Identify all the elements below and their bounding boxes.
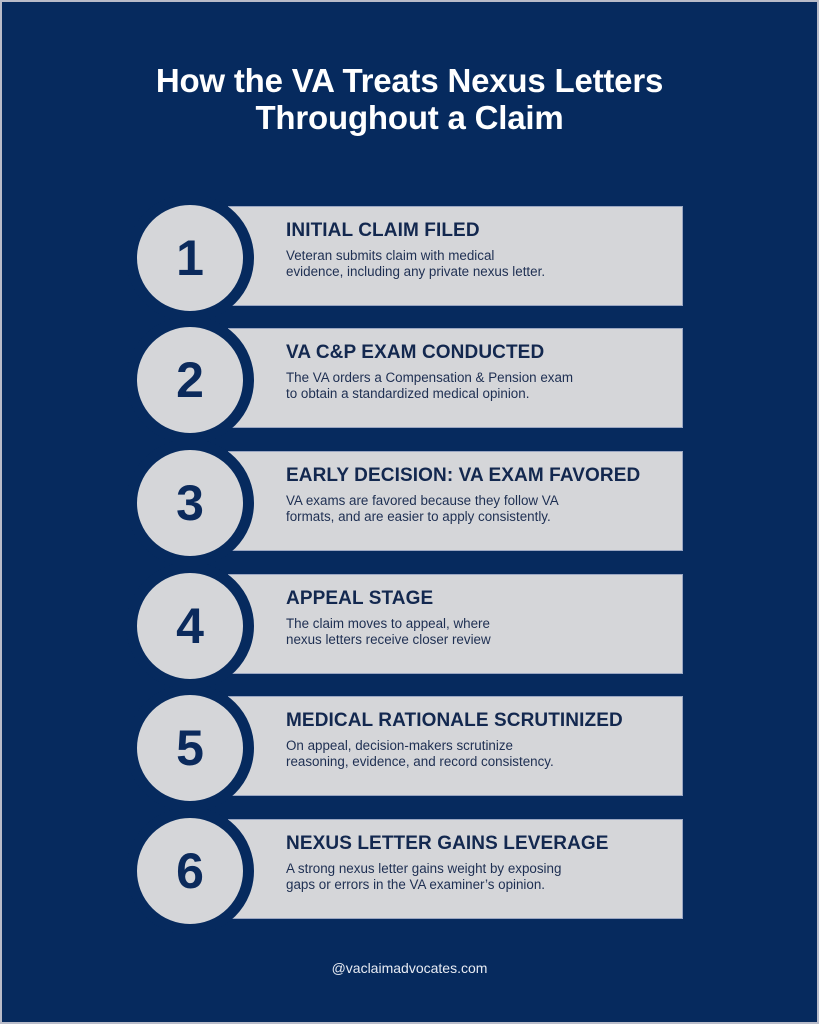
step-item-1 bbox=[2, 202, 817, 312]
step-desc-line: A strong nexus letter gains weight by exposing bbox=[286, 861, 562, 876]
step-item-2 bbox=[2, 324, 817, 434]
step-description bbox=[286, 861, 646, 893]
step-title: EARLY DECISION: VA EXAM FAVORED bbox=[286, 465, 641, 486]
step-description bbox=[286, 370, 646, 402]
step-title: INITIAL CLAIM FILED bbox=[286, 220, 480, 241]
step-item-4 bbox=[2, 570, 817, 680]
step-number: 1 bbox=[176, 230, 204, 286]
step-number-badge bbox=[126, 807, 254, 935]
step-desc-line: Veteran submits claim with medical bbox=[286, 248, 495, 263]
step-item-5 bbox=[2, 692, 817, 802]
step-item-6 bbox=[2, 815, 817, 925]
step-desc-line: The VA orders a Compensation & Pension exam bbox=[286, 370, 574, 385]
step-description bbox=[286, 493, 646, 525]
step-desc-line: nexus letters receive closer review bbox=[286, 632, 491, 647]
step-number-badge bbox=[126, 194, 254, 322]
step-title: MEDICAL RATIONALE SCRUTINIZED bbox=[286, 710, 623, 731]
steps-list bbox=[2, 2, 817, 1022]
step-desc-line: VA exams are favored because they follow VA bbox=[286, 493, 559, 508]
title-line-2: Throughout a Claim bbox=[255, 99, 564, 136]
step-number: 4 bbox=[176, 598, 204, 654]
step-number: 6 bbox=[176, 843, 204, 899]
step-number: 2 bbox=[176, 352, 204, 408]
title-line-1: How the VA Treats Nexus Letters bbox=[155, 62, 664, 99]
step-desc-line: to obtain a standardized medical opinion. bbox=[286, 386, 530, 401]
step-description bbox=[286, 616, 646, 648]
step-description bbox=[286, 248, 646, 280]
step-desc-line: formats, and are easier to apply consistently. bbox=[286, 509, 551, 524]
step-title: APPEAL STAGE bbox=[286, 588, 434, 609]
step-number: 5 bbox=[176, 720, 204, 776]
infographic-canvas bbox=[2, 2, 817, 1022]
step-desc-line: The claim moves to appeal, where bbox=[286, 616, 490, 631]
step-title: VA C&P EXAM CONDUCTED bbox=[286, 342, 545, 363]
step-number: 3 bbox=[176, 475, 204, 531]
step-number-badge bbox=[126, 562, 254, 690]
step-desc-line: evidence, including any private nexus letter. bbox=[286, 264, 546, 279]
step-description bbox=[286, 738, 646, 770]
step-desc-line: On appeal, decision-makers scrutinize bbox=[286, 738, 514, 753]
step-item-3 bbox=[2, 447, 817, 557]
step-number-badge bbox=[126, 684, 254, 812]
step-number-badge bbox=[126, 439, 254, 567]
footer-handle: @vaclaimadvocates.com bbox=[331, 960, 488, 976]
step-number-badge bbox=[126, 316, 254, 444]
step-desc-line: reasoning, evidence, and record consistency. bbox=[286, 754, 554, 769]
step-desc-line: gaps or errors in the VA examiner’s opinion. bbox=[286, 877, 546, 892]
step-title: NEXUS LETTER GAINS LEVERAGE bbox=[286, 833, 609, 854]
